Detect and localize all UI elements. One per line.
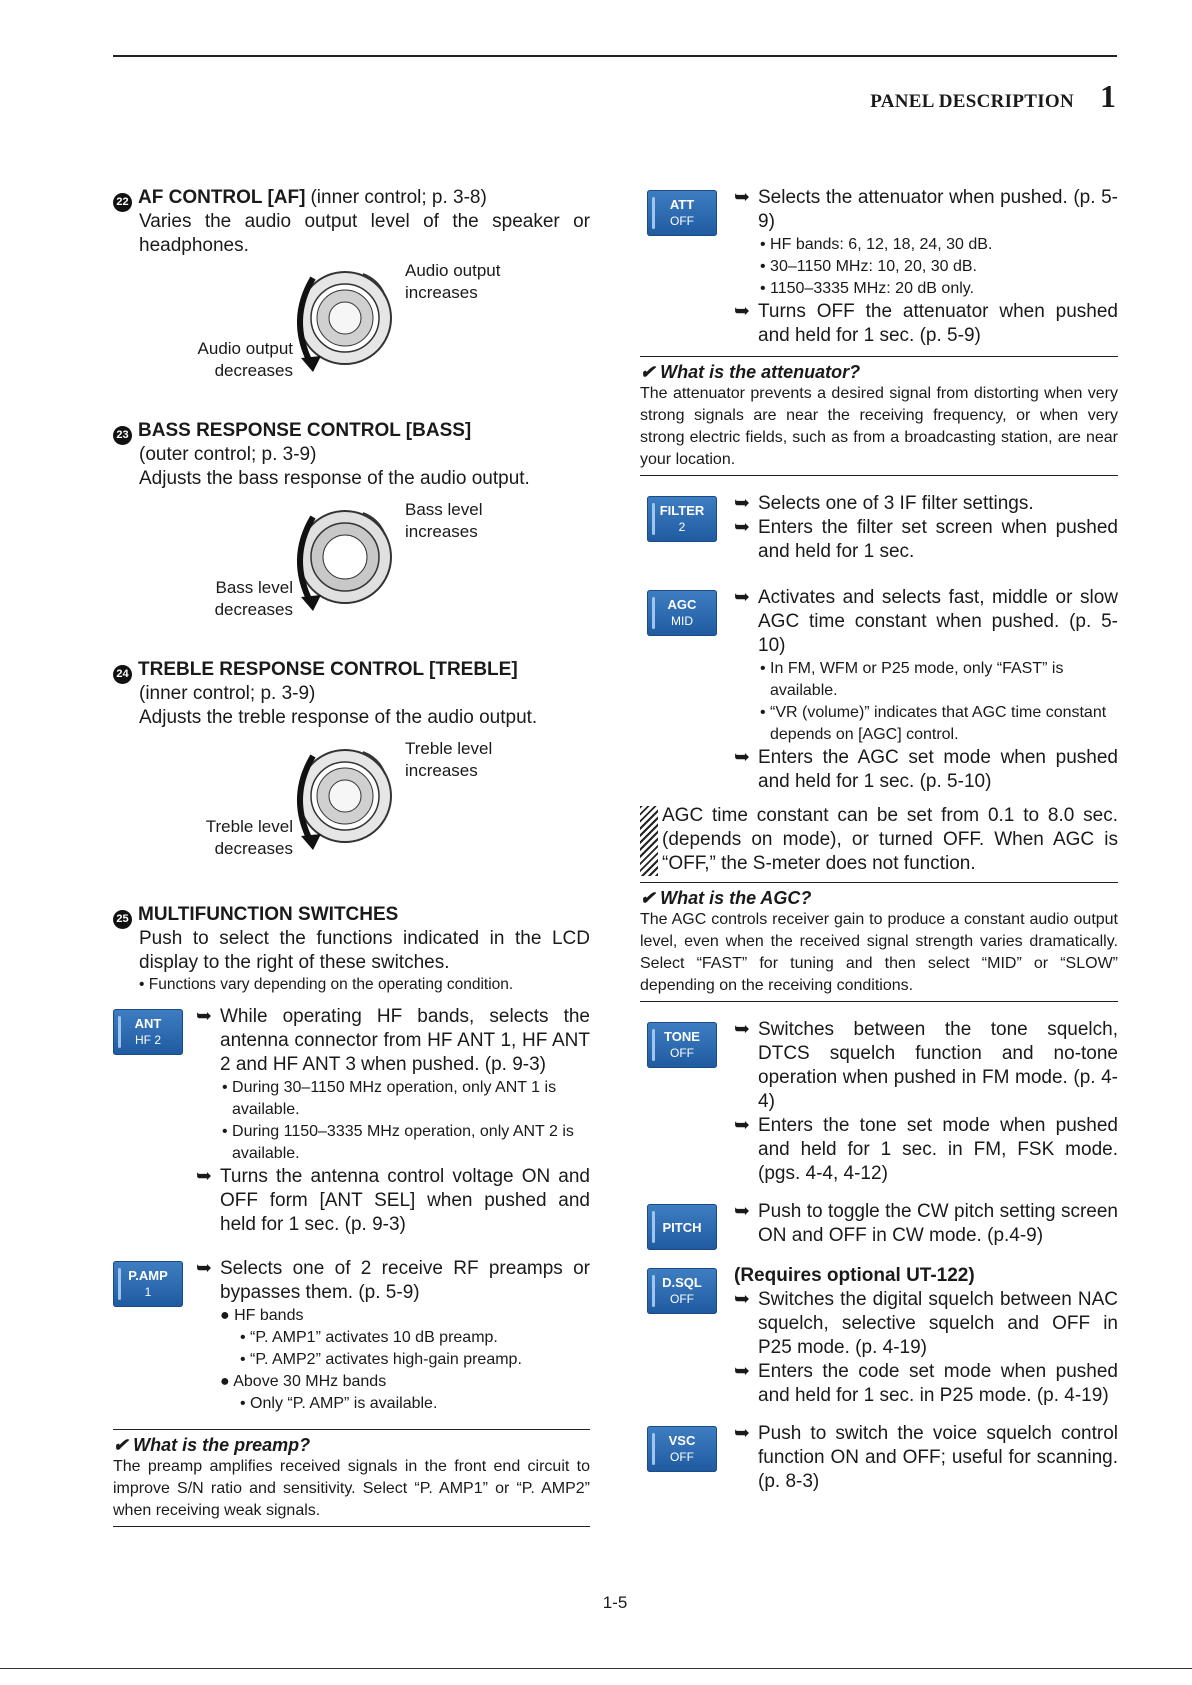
multifunction-section: [113, 903, 590, 995]
section-heading: AF CONTROL [AF]: [138, 187, 306, 208]
item-number-badge: 22: [113, 193, 132, 212]
arrow-icon: ➥: [196, 1258, 212, 1279]
page-number: 1-5: [602, 1593, 628, 1612]
preamp-info-box: [113, 1429, 590, 1527]
arrow-icon: ➥: [734, 587, 750, 608]
bullet-text: • 1150–3335 MHz: 20 dB only.: [760, 280, 975, 297]
pamp-button[interactable]: P.AMP 1: [113, 1261, 183, 1307]
description-text: Enters the AGC set mode when pushed and held for 1 sec. (p. 5-10): [758, 747, 1118, 792]
filter-button[interactable]: FILTER 2: [647, 496, 717, 542]
section-body: Push to select the functions indicated in the LCD display to the right of these switches.: [139, 928, 590, 973]
page-ref: (outer control; p. 3-9): [139, 444, 317, 465]
item-number-badge: 23: [113, 426, 132, 445]
ant-switch-row: [113, 1005, 590, 1237]
arrow-icon: ➥: [734, 1019, 750, 1040]
info-box-title: ✔ What is the preamp?: [113, 1435, 311, 1455]
agc-note: [640, 804, 1118, 876]
section-heading: TREBLE RESPONSE CONTROL [TREBLE]: [138, 659, 518, 680]
description-text: Push to toggle the CW pitch setting screen ON and OFF in CW mode. (p.4-9): [758, 1201, 1118, 1246]
page-header: [870, 78, 1116, 115]
description-text: Selects one of 2 receive RF preamps or bypasses them. (p. 5-9): [220, 1258, 590, 1303]
bullet-text: • Only “P. AMP” is available.: [240, 1395, 438, 1412]
description-text: While operating HF bands, selects the antenna connector from HF ANT 1, HF ANT 2 and HF ANT 3 when pushed. (p. 9-3): [220, 1006, 590, 1075]
arrow-icon: ➥: [734, 517, 750, 538]
section-body: Adjusts the bass response of the audio output.: [139, 468, 530, 489]
att-switch-row: [647, 186, 1118, 348]
bullet-text: • “P. AMP1” activates 10 dB preamp.: [240, 1329, 498, 1346]
bullet-text: • 30–1150 MHz: 10, 20, 30 dB.: [760, 258, 977, 275]
item-number-badge: 25: [113, 910, 132, 929]
bass-knob-illustration: [113, 497, 590, 667]
arrow-icon: ➥: [196, 1006, 212, 1027]
agc-info-box: [640, 882, 1118, 1002]
arrow-icon: ➥: [734, 1423, 750, 1444]
info-box-title: ✔ What is the AGC?: [640, 888, 812, 908]
knob-icon: [283, 260, 403, 380]
description-text: Enters the filter set screen when pushed and held for 1 sec.: [758, 517, 1118, 562]
filter-switch-row: [647, 492, 1118, 564]
tone-switch-row: [647, 1018, 1118, 1186]
band-label: ● HF bands: [220, 1307, 304, 1324]
item-number-badge: 24: [113, 665, 132, 684]
arrow-icon: ➥: [734, 187, 750, 208]
pitch-button[interactable]: PITCH: [647, 1204, 717, 1250]
bullet-text: • “P. AMP2” activates high-gain preamp.: [240, 1351, 522, 1368]
section-title: PANEL DESCRIPTION: [870, 91, 1074, 112]
right-column: [640, 186, 1118, 1494]
knob-decrease-label: Audio output decreases: [197, 339, 293, 380]
arrow-icon: ➥: [734, 1115, 750, 1136]
arrow-icon: ➥: [734, 747, 750, 768]
section-body: Varies the audio output level of the speaker or headphones.: [139, 211, 590, 256]
bullet-text: • HF bands: 6, 12, 18, 24, 30 dB.: [760, 236, 993, 253]
tone-button[interactable]: TONE OFF: [647, 1022, 717, 1068]
footer-rule: [0, 1668, 1192, 1669]
arrow-icon: ➥: [734, 301, 750, 322]
arrow-icon: ➥: [734, 1289, 750, 1310]
info-box-body: The attenuator prevents a desired signal from distorting when very strong signals are near the receiving frequency, or when very strong electric fields, such as from a broadcasting station, are near your location.: [640, 385, 1118, 468]
pamp-switch-row: [113, 1257, 590, 1415]
att-button[interactable]: ATT OFF: [647, 190, 717, 236]
arrow-icon: ➥: [196, 1166, 212, 1187]
info-box-title: ✔ What is the attenuator?: [640, 362, 861, 382]
note-text: AGC time constant can be set from 0.1 to 8.0 sec. (depends on mode), or turned OFF. When AGC is “OFF,” the S-meter does not function.: [662, 805, 1118, 874]
arrow-icon: ➥: [734, 1201, 750, 1222]
description-text: Selects one of 3 IF filter settings.: [758, 493, 1034, 514]
treble-knob-illustration: [113, 736, 590, 906]
section-body: Adjusts the treble response of the audio output.: [139, 707, 538, 728]
description-text: Turns the antenna control voltage ON and OFF form [ANT SEL] when pushed and held for 1 sec. (p. 9-3): [220, 1166, 590, 1235]
header-rule: [113, 55, 1117, 57]
left-column: [113, 186, 590, 1527]
description-text: Enters the tone set mode when pushed and held for 1 sec. in FM, FSK mode. (pgs. 4-4, 4-12): [758, 1115, 1118, 1184]
description-text: Switches between the tone squelch, DTCS squelch function and no-tone operation when pushed in FM mode. (p. 4-4): [758, 1019, 1118, 1112]
info-box-body: The AGC controls receiver gain to produce a constant audio output level, even when the received signal strength varies dramatically. Select “FAST” for tuning and then select “MID” or “SLOW” depending on the receiving conditions.: [640, 911, 1118, 994]
knob-increase-label: Audio output increases: [405, 261, 501, 302]
knob-increase-label: Bass level increases: [405, 500, 483, 541]
bullet-text: • During 30–1150 MHz operation, only ANT 1 is available.: [222, 1079, 557, 1118]
band-label: ● Above 30 MHz bands: [220, 1373, 387, 1390]
arrow-icon: ➥: [734, 1361, 750, 1382]
af-control-section: [113, 186, 590, 428]
knob-decrease-label: Treble level decreases: [205, 817, 293, 858]
pitch-switch-row: [647, 1200, 1118, 1250]
vsc-button[interactable]: VSC OFF: [647, 1426, 717, 1472]
knob-decrease-label: Bass level decreases: [214, 578, 293, 619]
af-knob-illustration: [113, 258, 590, 428]
knob-increase-label: Treble level increases: [405, 739, 493, 780]
dsql-button[interactable]: D.SQL OFF: [647, 1268, 717, 1314]
treble-control-section: [113, 658, 590, 906]
description-text: Selects the attenuator when pushed. (p. 5-9): [758, 187, 1118, 232]
description-text: Activates and selects fast, middle or slow AGC time constant when pushed. (p. 5-10): [758, 587, 1118, 656]
bullet-text: • “VR (volume)” indicates that AGC time constant depends on [AGC] control.: [760, 704, 1107, 743]
section-heading: MULTIFUNCTION SWITCHES: [138, 904, 399, 925]
description-text: Switches the digital squelch between NAC squelch, selective squelch and OFF in P25 mode. (p. 4-19): [758, 1289, 1118, 1358]
knob-icon: [283, 499, 403, 619]
agc-switch-row: [647, 586, 1118, 794]
arrow-icon: ➥: [734, 493, 750, 514]
vsc-switch-row: [647, 1422, 1118, 1494]
ant-button[interactable]: ANT HF 2: [113, 1009, 183, 1055]
description-text: Push to switch the voice squelch control function ON and OFF; useful for scanning. (p. 8-3): [758, 1423, 1118, 1492]
section-note: • Functions vary depending on the operating condition.: [139, 976, 514, 993]
section-heading: BASS RESPONSE CONTROL [BASS]: [138, 420, 472, 441]
dsql-switch-row: [647, 1264, 1118, 1408]
agc-button[interactable]: AGC MID: [647, 590, 717, 636]
bullet-text: • During 1150–3335 MHz operation, only ANT 2 is available.: [222, 1123, 574, 1162]
note-icon: [640, 806, 658, 876]
info-box-body: The preamp amplifies received signals in the front end circuit to improve S/N ratio and sensitivity. Select “P. AMP1” or “P. AMP2” when receiving weak signals.: [113, 1458, 590, 1519]
bullet-text: • In FM, WFM or P25 mode, only “FAST” is available.: [760, 660, 1064, 699]
chapter-number: 1: [1100, 78, 1116, 114]
requirement-note: (Requires optional UT-122): [734, 1265, 975, 1286]
description-text: Turns OFF the attenuator when pushed and held for 1 sec. (p. 5-9): [758, 301, 1118, 346]
page-ref: (inner control; p. 3-8): [310, 187, 487, 208]
knob-icon: [283, 738, 403, 858]
attenuator-info-box: [640, 356, 1118, 476]
bass-control-section: [113, 419, 590, 667]
description-text: Enters the code set mode when pushed and held for 1 sec. in P25 mode. (p. 4-19): [758, 1361, 1118, 1406]
page-ref: (inner control; p. 3-9): [139, 683, 316, 704]
